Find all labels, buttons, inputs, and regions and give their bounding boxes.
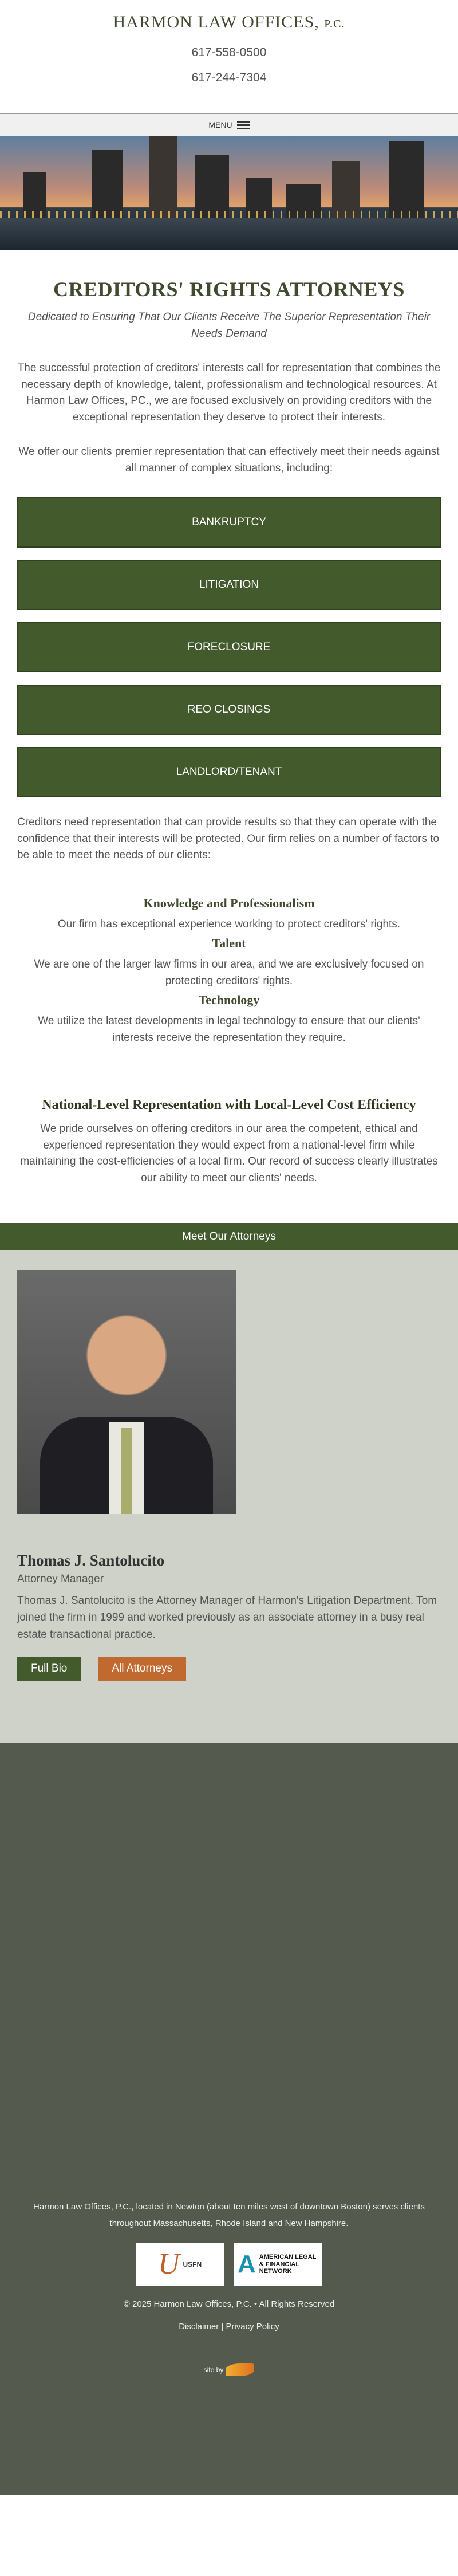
phone-link-1[interactable]: 617-558-0500 — [191, 46, 267, 59]
all-attorneys-button[interactable]: All Attorneys — [98, 1657, 186, 1681]
usfn-logo[interactable]: U USFN — [136, 2243, 224, 2286]
practice-areas-list — [0, 497, 458, 797]
landlord-tenant-button[interactable]: LANDLORD/TENANT — [17, 747, 441, 797]
services-intro-paragraph: We offer our clients premier representation that can effectively meet their needs against all manner of complex situations, including: — [18, 446, 440, 474]
feature-text: We are one of the larger law firms in our area, and we are exclusively focused on protecting creditors' rights. — [34, 958, 424, 987]
attorney-name: Thomas J. Santolucito — [17, 1552, 165, 1569]
site-title-suffix: P.C. — [324, 18, 345, 30]
reo-closings-button[interactable]: REO CLOSINGS — [17, 685, 441, 735]
partner-logos — [0, 2243, 458, 2286]
feature-text: We utilize the latest developments in legal technology to ensure that our clients' interests receive the representation they require. — [38, 1015, 420, 1044]
intro-paragraph: The successful protection of creditors' interests call for representation that combines the necessary depth of knowledge, talent, professionalism and technological resources. At Harmon Law Offices, PC., we are focused exclusively on providing creditors with the exceptional representation they deserve to protect their interests. — [17, 362, 441, 423]
footer-link-separator: | — [221, 2322, 224, 2331]
national-title: National-Level Representation with Local-Level Cost Efficiency — [42, 1098, 416, 1112]
alfn-logo[interactable]: A AMERICAN LEGAL & FINANCIAL NETWORK — [234, 2243, 322, 2286]
feature-title: Technology — [198, 993, 260, 1007]
attorney-photo — [17, 1270, 236, 1514]
attorney-role: Attorney Manager — [17, 1573, 104, 1585]
footer-links — [0, 2322, 458, 2331]
national-text: We pride ourselves on offering creditors in our area the competent, ethical and experienced representation they would expect from a national-level firm while maintaining the cost-efficiencies of a local firm. Our record of success clearly illustrates our ability to meet our clients' needs. — [20, 1123, 438, 1184]
site-by-label: site by — [203, 2366, 224, 2374]
site-title-text: HARMON LAW OFFICES, — [113, 13, 319, 32]
meet-attorneys-heading: Meet Our Attorneys — [0, 1223, 458, 1250]
features-section — [0, 896, 458, 1047]
attorney-card — [0, 1250, 458, 1743]
feature-text: Our firm has exceptional experience working to protect creditors' rights. — [57, 918, 401, 930]
disclaimer-link[interactable]: Disclaimer — [179, 2322, 219, 2331]
menu-toggle[interactable] — [0, 113, 458, 136]
hamburger-icon — [237, 121, 250, 129]
litigation-button[interactable]: LITIGATION — [17, 560, 441, 610]
site-footer — [0, 1743, 458, 2495]
copyright-text: © 2025 Harmon Law Offices, P.C. • All Rights Reserved — [123, 2299, 335, 2309]
intro-section — [0, 277, 458, 477]
feature-title: Knowledge and Professionalism — [143, 895, 315, 910]
site-title[interactable] — [0, 13, 458, 32]
page-title: CREDITORS' RIGHTS ATTORNEYS — [53, 278, 405, 301]
page-subtitle: Dedicated to Ensuring That Our Clients Receive The Superior Representation Their Needs Demand — [27, 311, 431, 340]
site-header — [0, 0, 458, 113]
bankruptcy-button[interactable]: BANKRUPTCY — [17, 497, 441, 548]
full-bio-button[interactable]: Full Bio — [17, 1657, 81, 1681]
flame-icon — [226, 2363, 254, 2376]
creditors-paragraph: Creditors need representation that can provide results so that they can operate with the confidence that their interests will be protected. Our firm relies on a number of factors to be able to meet the needs of our clients: — [17, 816, 440, 861]
menu-label: MENU — [208, 120, 232, 129]
attorney-bio: Thomas J. Santolucito is the Attorney Manager of Harmon's Litigation Department. Tom joined the firm in 1999 and worked previously as an associate attorney in a busy real estate transactional practice. — [17, 1595, 437, 1641]
hero-skyline-image — [0, 136, 458, 250]
footer-location-note: Harmon Law Offices, P.C., located in Newton (about ten miles west of downtown Boston) serves clients throughout Massachusetts, Rhode Island and New Hampshire. — [33, 2202, 425, 2228]
privacy-policy-link[interactable]: Privacy Policy — [226, 2322, 279, 2331]
feature-title: Talent — [212, 936, 246, 950]
site-by-badge[interactable] — [0, 2363, 458, 2376]
national-section — [0, 1098, 458, 1186]
foreclosure-button[interactable]: FORECLOSURE — [17, 622, 441, 672]
phone-link-2[interactable]: 617-244-7304 — [191, 71, 267, 84]
